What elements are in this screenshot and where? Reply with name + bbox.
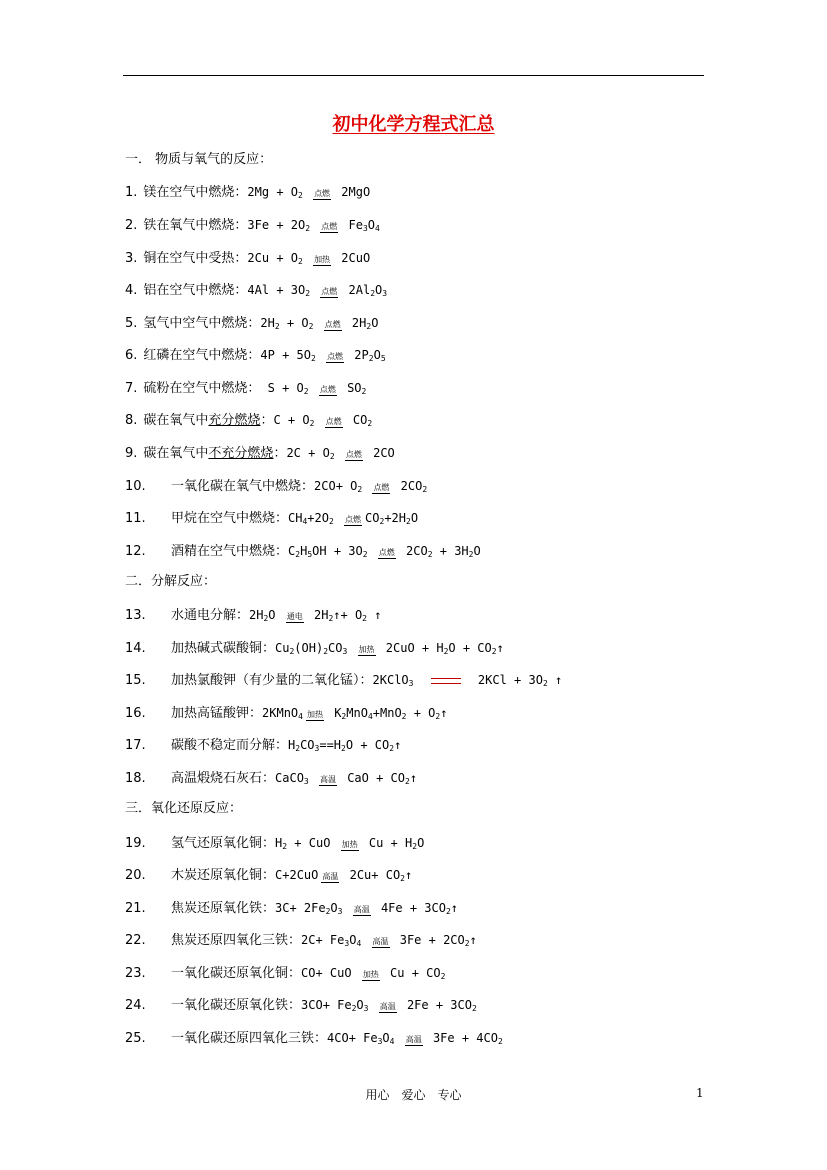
reaction-condition: 点燃 [319, 385, 337, 399]
item-number: 19. [125, 836, 146, 851]
reaction-name: 碳在氧气中充分燃烧： [143, 413, 274, 428]
reaction-condition: 高温 [319, 775, 337, 789]
chemical-equation: $3Fe + 2O_2$ 点燃 $Fe_3O_4$ [247, 218, 379, 232]
equation-row [125, 507, 418, 529]
chemical-equation: $2H_2 + O_2$ 点燃 $2H_2O$ [260, 316, 378, 330]
chemical-equation: $H_2$ + CuO 加热 $Cu + H_2O$ [275, 836, 424, 850]
reaction-condition: 点燃 [313, 189, 331, 203]
equation-row [125, 734, 401, 756]
equation-row [125, 279, 387, 301]
reaction-name: 焦炭还原四氧化三铁： [171, 933, 302, 948]
item-number: 2. [125, 218, 138, 233]
reaction-name: 碳在氧气中不充分燃烧： [143, 446, 287, 461]
chemical-equation: $2Mg + O_2$ 点燃 2MgO [247, 185, 370, 199]
reaction-name: 酒精在空气中燃烧： [171, 544, 289, 559]
reaction-condition: 点燃 [345, 450, 363, 464]
reaction-name: 氢气中空气中燃烧： [143, 316, 261, 331]
header-rule [123, 75, 704, 76]
reaction-condition: 点燃 [325, 417, 343, 431]
chemical-equation: $S + O_2$ 点燃 $SO_2$ [260, 381, 366, 395]
reaction-condition: 高温 [379, 1002, 397, 1016]
item-number: 1. [125, 185, 138, 200]
equation-row [125, 832, 424, 854]
reaction-name: 高温煅烧石灰石： [171, 771, 276, 786]
reaction-name: 镁在空气中燃烧： [143, 185, 248, 200]
equals-double-bar [431, 678, 461, 684]
reaction-condition: 点燃 [324, 320, 342, 334]
item-number: 22. [125, 933, 146, 948]
reaction-name: 铁在氧气中燃烧： [143, 218, 248, 233]
item-number: 16. [125, 706, 146, 721]
item-number: 13. [125, 608, 146, 623]
item-number: 4. [125, 283, 138, 298]
reaction-name: 加热碱式碳酸铜： [171, 641, 276, 656]
equation-row [125, 247, 370, 269]
reaction-condition: 点燃 [344, 515, 362, 529]
section-heading-redox: 三．氧化还原反应： [125, 801, 243, 816]
item-number: 5. [125, 316, 138, 331]
reaction-condition: 高温 [321, 872, 339, 886]
reaction-name: 硫粉在空气中燃烧： [143, 381, 261, 396]
equation-row [125, 767, 417, 789]
equation-row [125, 377, 366, 399]
equation-row [125, 864, 412, 886]
chemical-equation: $2C + O_2$ 点燃 2CO [286, 446, 394, 460]
equation-row [125, 669, 562, 691]
equation-row [125, 637, 504, 659]
equation-row [125, 962, 445, 984]
item-number: 25. [125, 1031, 146, 1046]
chemical-equation: $2H_2O$ 通电 $2H_2↑+ O_2$ ↑ [249, 608, 381, 622]
reaction-name: 一氧化碳还原氧化铁： [171, 998, 302, 1013]
reaction-condition: 高温 [353, 905, 371, 919]
equation-row [125, 1027, 503, 1049]
reaction-name: 一氧化碳还原四氧化三铁： [171, 1031, 328, 1046]
item-number: 15. [125, 673, 146, 688]
item-number: 14. [125, 641, 146, 656]
reaction-name: 氢气还原氧化铜： [171, 836, 276, 851]
chemical-equation: CaCO$_3$ 高温 CaO + $CO_2↑$ [275, 771, 417, 785]
chemical-equation: $4P + 5O_2$ 点燃 $2P_2O_5$ [260, 348, 385, 362]
equation-row [125, 409, 372, 431]
reaction-condition: 加热 [306, 710, 324, 724]
reaction-name: 铜在空气中受热： [143, 251, 248, 266]
page-footer: 用心 爱心 专心 [365, 1088, 462, 1102]
item-number: 8. [125, 413, 138, 428]
item-number: 23. [125, 966, 146, 981]
chemical-equation: $3C+ 2Fe_2O_3$ 高温 $4Fe + 3CO_2↑$ [275, 901, 458, 915]
equation-row [125, 702, 447, 724]
reaction-name: 水通电分解： [171, 608, 250, 623]
equation-row [125, 344, 386, 366]
item-number: 18. [125, 771, 146, 786]
chemical-equation: $CH_4+2O_2$ 点燃 $CO_2+2H_2O$ [288, 511, 418, 525]
chemical-equation: $2CO+ O_2$ 点燃 $2CO_2$ [314, 479, 427, 493]
page-number: 1 [696, 1086, 704, 1100]
reaction-condition: 加热 [313, 255, 331, 269]
item-number: 21. [125, 901, 146, 916]
reaction-name: 甲烷在空气中燃烧： [171, 511, 289, 526]
item-number: 9. [125, 446, 138, 461]
section-heading-oxygen: 一． 物质与氧气的反应： [125, 152, 273, 167]
reaction-name: 焦炭还原氧化铁： [171, 901, 276, 916]
reaction-condition: 加热 [362, 970, 380, 984]
item-number: 3. [125, 251, 138, 266]
equation-row [125, 994, 477, 1016]
item-number: 17. [125, 738, 146, 753]
section-heading-decomposition: 二．分解反应： [125, 574, 217, 589]
item-number: 6. [125, 348, 138, 363]
reaction-condition: 点燃 [320, 287, 338, 301]
equation-row [125, 442, 395, 464]
chemical-equation: CO+ CuO 加热 $Cu + CO_2$ [301, 966, 445, 980]
reaction-condition: 点燃 [326, 352, 344, 366]
equation-row [125, 475, 427, 497]
reaction-name: 一氧化碳在氧气中燃烧： [171, 479, 315, 494]
chemical-equation: $C_2H_5OH + 3O_2$ 点燃 $2CO_2 + 3H_2O$ [288, 544, 481, 558]
chemical-equation: $H_2CO_3==H_2O$ + $CO_2↑$ [288, 738, 402, 753]
equation-row [125, 897, 458, 919]
chemical-equation: C+2CuO 高温 $2Cu+ CO_2↑$ [275, 868, 412, 882]
reaction-condition: 高温 [405, 1035, 423, 1049]
reaction-name: 加热氯酸钾（有少量的二氧化锰）： [171, 673, 373, 688]
item-number: 11. [125, 511, 146, 526]
item-number: 7. [125, 381, 138, 396]
item-number: 10. [125, 479, 146, 494]
chemical-equation: $2Cu + O_2$ 加热 2CuO [247, 251, 370, 265]
equation-row [125, 604, 381, 626]
chemical-equation: $Cu_2(OH)_2CO_3$ 加热 $2CuO + H_2O$ + $CO_2↑$ [275, 641, 504, 655]
reaction-name: 铝在空气中燃烧： [143, 283, 248, 298]
chemical-equation: 2KClO$_3$ $2KCl + 3O_2$ ↑ [372, 673, 563, 688]
reaction-condition: 通电 [286, 612, 304, 626]
chemical-equation: $4Al + 3O_2$ 点燃 $2Al_2O_3$ [247, 283, 387, 297]
reaction-name: 碳酸不稳定而分解： [171, 738, 289, 753]
reaction-condition: 点燃 [372, 483, 390, 497]
chemical-equation: $3CO+ Fe_2O_3$ 高温 $2Fe + 3CO_2$ [301, 998, 477, 1012]
item-number: 24. [125, 998, 146, 1013]
reaction-name: 一氧化碳还原氧化铜： [171, 966, 302, 981]
item-number: 12. [125, 544, 146, 559]
equation-row [125, 181, 370, 203]
equation-row [125, 312, 378, 334]
reaction-name: 红磷在空气中燃烧： [143, 348, 261, 363]
item-number: 20. [125, 868, 146, 883]
chemical-equation: $C + O_2$ 点燃 $CO_2$ [273, 413, 372, 427]
reaction-condition: 点燃 [320, 222, 338, 236]
equation-row [125, 540, 481, 562]
reaction-condition: 加热 [358, 645, 376, 659]
reaction-condition: 点燃 [378, 548, 396, 562]
page-title: 初中化学方程式汇总 [332, 114, 495, 135]
equation-row [125, 214, 380, 236]
reaction-name: 加热高锰酸钾： [171, 706, 263, 721]
chemical-equation: $2C+ Fe_3O_4$ 高温 $3Fe + 2CO_2↑$ [301, 933, 477, 947]
reaction-condition: 加热 [341, 840, 359, 854]
equation-row [125, 929, 477, 951]
chemical-equation: $4CO+ Fe_3O_4$ 高温 $3Fe + 4CO_2$ [327, 1031, 503, 1045]
reaction-condition: 高温 [372, 937, 390, 951]
reaction-name: 木炭还原氧化铜： [171, 868, 276, 883]
chemical-equation: 2KMnO$_4$ 加热 $K_2MnO_4+MnO_2$ + $O_2↑$ [262, 706, 447, 720]
